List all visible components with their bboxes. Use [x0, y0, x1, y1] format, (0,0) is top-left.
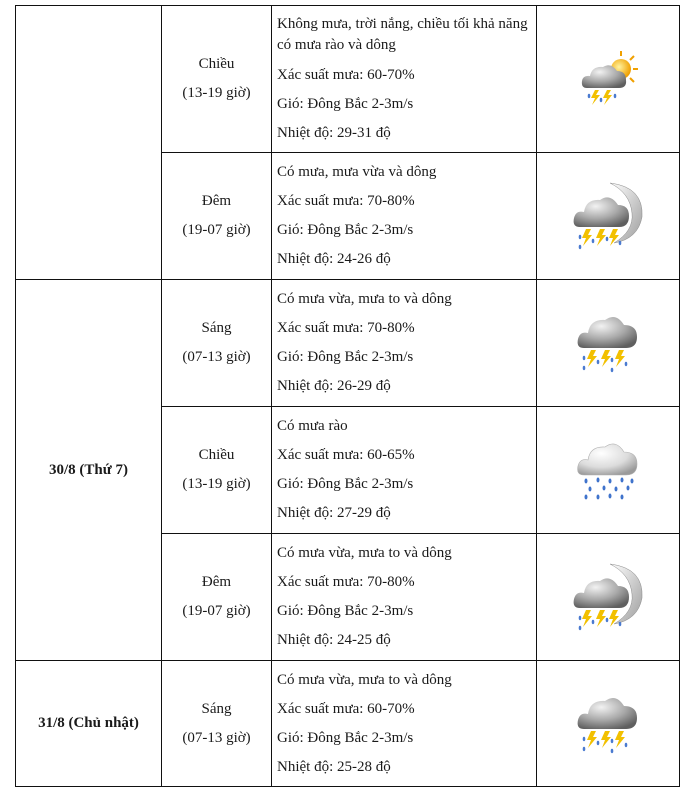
wind: Gió: Đông Bắc 2-3m/s [277, 95, 414, 112]
period-cell [162, 534, 272, 661]
day-label: 31/8 (Chủ nhật) [38, 715, 139, 731]
weather-description: Không mưa, trời nắng, chiều tối khả năng có mưa rào và dông [277, 15, 528, 53]
period-hours: (07-13 giờ) [182, 729, 251, 746]
period-label: Sáng [201, 320, 232, 336]
cloud-rain-icon [576, 437, 640, 503]
weather-description: Có mưa rào [277, 418, 348, 434]
temperature: Nhiệt độ: 24-25 độ [277, 632, 391, 648]
icon-cell [537, 153, 680, 280]
cloud-thunder-icon [576, 691, 640, 757]
weather-description: Có mưa vừa, mưa to và dông [277, 671, 452, 688]
day-cell [16, 6, 162, 280]
icon-cell [537, 407, 680, 534]
moon-cloud-thunder-icon [572, 177, 644, 255]
rain-probability: Xác suất mưa: 60-70% [277, 66, 415, 83]
temperature: Nhiệt độ: 24-26 độ [277, 251, 391, 267]
detail-cell [272, 407, 537, 534]
period-label: Sáng [201, 700, 232, 717]
day-cell [16, 280, 162, 661]
wind: Gió: Đông Bắc 2-3m/s [277, 349, 414, 365]
icon-cell [537, 661, 680, 787]
table-row [16, 280, 680, 407]
wind: Gió: Đông Bắc 2-3m/s [277, 729, 414, 746]
wind: Gió: Đông Bắc 2-3m/s [277, 476, 414, 492]
wind: Gió: Đông Bắc 2-3m/s [277, 222, 414, 238]
period-cell [162, 661, 272, 787]
detail-cell [272, 534, 537, 661]
icon-cell [537, 534, 680, 661]
icon-cell [537, 6, 680, 153]
table-row [16, 6, 680, 153]
temperature: Nhiệt độ: 29-31 độ [277, 124, 391, 141]
temperature: Nhiệt độ: 26-29 độ [277, 378, 391, 394]
day-cell [16, 661, 162, 787]
detail-cell [272, 280, 537, 407]
weather-description: Có mưa, mưa vừa và dông [277, 164, 437, 180]
detail-cell [272, 661, 537, 787]
detail-cell [272, 153, 537, 280]
sun-cloud-thunder-icon [577, 50, 639, 108]
icon-cell [537, 280, 680, 407]
period-hours: (13-19 giờ) [182, 85, 251, 101]
period-hours: (19-07 giờ) [182, 222, 251, 238]
period-label: Đêm [201, 574, 232, 590]
period-cell [162, 153, 272, 280]
period-cell [162, 407, 272, 534]
period-hours: (07-13 giờ) [182, 349, 251, 365]
temperature: Nhiệt độ: 25-28 độ [277, 758, 391, 775]
period-cell [162, 280, 272, 407]
rain-probability: Xác suất mưa: 60-65% [277, 447, 415, 463]
period-label: Chiều [198, 56, 235, 72]
rain-probability: Xác suất mưa: 70-80% [277, 574, 415, 590]
rain-probability: Xác suất mưa: 60-70% [277, 700, 415, 717]
period-label: Đêm [201, 193, 232, 209]
cloud-thunder-icon [576, 310, 640, 376]
temperature: Nhiệt độ: 27-29 độ [277, 505, 391, 521]
rain-probability: Xác suất mưa: 70-80% [277, 320, 415, 336]
rain-probability: Xác suất mưa: 70-80% [277, 193, 415, 209]
wind: Gió: Đông Bắc 2-3m/s [277, 603, 414, 619]
period-label: Chiều [198, 447, 235, 463]
weather-description: Có mưa vừa, mưa to và dông [277, 545, 452, 561]
period-hours: (19-07 giờ) [182, 603, 251, 619]
table-row [16, 661, 680, 787]
period-hours: (13-19 giờ) [182, 476, 251, 492]
day-label: 30/8 (Thứ 7) [48, 461, 128, 478]
moon-cloud-thunder-icon [572, 558, 644, 636]
detail-cell [272, 6, 537, 153]
period-cell [162, 6, 272, 153]
forecast-table [15, 5, 680, 787]
weather-description: Có mưa vừa, mưa to và dông [277, 291, 452, 307]
